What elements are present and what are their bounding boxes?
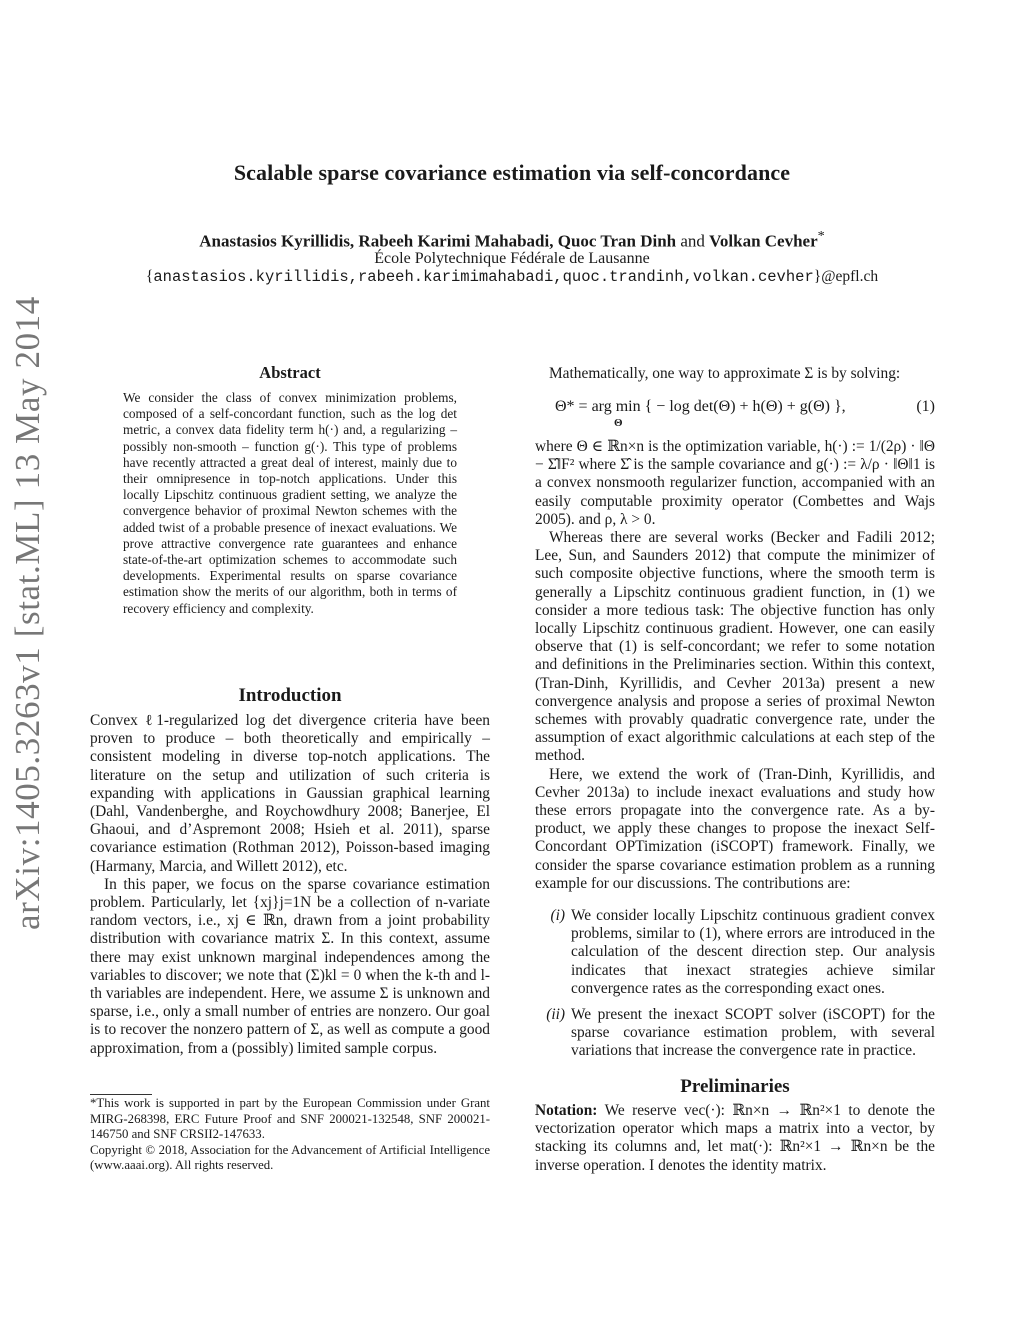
equation-body: Θ* = arg min { − log det(Θ) + h(Θ) + g(Θ) }, [555, 398, 846, 415]
list-item-label: (ii) [546, 1006, 565, 1024]
email-brace-open: { [145, 268, 154, 285]
list-item [546, 1006, 935, 1061]
right-body [535, 438, 935, 893]
preliminaries-heading: Preliminaries [680, 1076, 790, 1097]
email-list: anastasios.kyrillidis,rabeeh.karimimahabadi,quoc.trandinh,volkan.cevher [153, 268, 814, 286]
footnote-copyright: Copyright © 2018, Association for the Advancement of Artificial Intelligence (www.aaai.org). All rights reserved. [90, 1142, 490, 1173]
author-footnote-mark: * [817, 228, 825, 244]
where-paragraph: where Θ ∈ ℝn×n is the optimization variable, h(·) := 1/(2ρ) · ‖Θ − Σ̂‖F² where Σ̂ is the sample covariance and g(·) := λ/ρ · ‖Θ‖1 is a convex nonsmooth regularizer function, accompanied with an easily computable proximity operator (Combettes and Wajs 2005). and ρ, λ > 0. [535, 438, 935, 528]
list-item-text: We consider locally Lipschitz continuous gradient convex problems, similar to (1), where errors are introduced in the calculation of the descent direction step. Our analysis indicates that inexact strategies achieve similar convergence rates as the corresponding exact ones. [571, 907, 935, 997]
list-item [550, 907, 935, 998]
equation-argmin-subscript: Θ [614, 417, 623, 429]
introduction-heading: Introduction [238, 685, 342, 706]
introduction-paragraph-2: In this paper, we focus on the sparse covariance estimation problem. Particularly, let {xj}j=1N be a collection of n-variate random vectors, i.e., xj ∈ ℝn, drawn from a joint probability distribution with covariance matrix Σ. In this context, assume there may exist unknown marginal independences among the variables to discover; we note that (Σ)kl = 0 when the k-th and l-th variables are independent. Here, we assume Σ is unknown and sparse, i.e., only a small number of entries are nonzero. Our goal is to recover the nonzero pattern of Σ, as well as compute a good approximation, from a (possibly) limited sample corpus. [90, 875, 490, 1057]
email-line [0, 268, 1024, 286]
email-brace-close: } [813, 268, 822, 285]
contributions-list [546, 907, 935, 1061]
authors-and: and [680, 231, 705, 251]
list-item-text: We present the inexact SCOPT solver (iSCOPT) for the sparse covariance estimation problem, with several variations that increase the convergence rate in practice. [571, 1006, 935, 1060]
here-paragraph: Here, we extend the work of (Tran-Dinh, Kyrillidis, and Cevher 2013a) to include inexact evaluations and study how these errors propagate into the convergence rate. As a by-product, we apply these changes to propose the inexact Self-Concordant OPTimization (iSCOPT) framework. Finally, we consider the sparse covariance estimation problem as a running example for our discussions. The contributions are: [535, 765, 935, 892]
author-line [0, 228, 1024, 252]
introduction-body [90, 712, 490, 1058]
math-intro [535, 365, 935, 383]
paper-title: Scalable sparse covariance estimation via self-concordance [233, 160, 791, 185]
math-intro-text: Mathematically, one way to approximate Σ is by solving: [549, 365, 901, 382]
affiliation: École Polytechnique Fédérale de Lausanne [374, 250, 650, 267]
email-domain: @epfl.ch [821, 268, 879, 285]
abstract-heading: Abstract [259, 363, 321, 382]
authors-main: Anastasios Kyrillidis, Rabeeh Karimi Mahabadi, Quoc Tran Dinh [199, 231, 677, 251]
abstract-text: We consider the class of convex minimization problems, composed of a self-concordant function, such as the log det metric, a convex data fidelity term h(·) and, a regularizing – possibly non-smooth – function g(·). This type of problems have recently attracted a great deal of interest, mainly due to their omnipresence in top-notch applications. Under this locally Lipschitz continuous gradient setting, we analyze the convergence behavior of proximal Newton schemes with the added twist of a probable presence of inexact evaluations. We prove attractive convergence rate guarantees and enhance state-of-the-art optimization schemes to accommodate such developments. Experimental results on sparse covariance estimation show the merits of our algorithm, both in terms of recovery efficiency and complexity. [123, 390, 457, 616]
arxiv-identifier: arXiv:1405.3263v1 [stat.ML] 13 May 2014 [8, 296, 47, 930]
footnote [90, 1096, 490, 1174]
equation-number: (1) [916, 398, 935, 415]
footnote-funding: *This work is supported in part by the European Commission under Grant MIRG-268398, ERC Future Proof and SNF 200021-132548, SNF 200021-146750 and SNF CRSII2-147633. [90, 1096, 490, 1142]
notation-text: We reserve vec(·): ℝn×n → ℝn²×1 to denote the vectorization operator which maps a matrix into a vector, by stacking its columns and, let mat(·): ℝn²×1 → ℝn×n be the inverse operation. I denotes the identity matrix. [535, 1102, 935, 1174]
whereas-paragraph: Whereas there are several works (Becker and Fadili 2012; Lee, Sun, and Saunders 2012) that compute the minimizer of such composite objective functions, where the smooth term is generally a Lipschitz continuous gradient function, in (1) we consider a more tedious task: The objective function has only locally Lipschitz continuous gradient. However, one can easily observe that (1) is self-concordant; we refer to some notation and definitions in the Preliminaries section. Within this context, (Tran-Dinh, Kyrillidis, and Cevher 2013a) present a new convergence analysis and propose a series of proximal Newton schemes with provably quadratic convergence rate, under the assumption of exact algorithmic calculations at each step of the method. [535, 529, 935, 765]
author-last: Volkan Cevher [709, 231, 818, 251]
introduction-paragraph-1: Convex ℓ1-regularized log det divergence criteria have been proven to produce – both theoretically and empirically – consistent modeling in diverse top-notch applications. The literature on the setup and utilization of such criteria is expanding with applications in Gaussian graphical learning (Dahl, Vandenberghe, and Roychowdhury 2008; Banerjee, El Ghaoui, and d’Aspremont 2008; Hsieh et al. 2011), sparse covariance estimation (Rothman 2012), Poisson-based imaging (Harmany, Marcia, and Willett 2012), etc. [90, 712, 490, 875]
notation-label: Notation: [535, 1102, 598, 1119]
list-item-label: (i) [550, 907, 565, 924]
notation-paragraph [535, 1102, 935, 1175]
footnote-rule [90, 1094, 152, 1095]
